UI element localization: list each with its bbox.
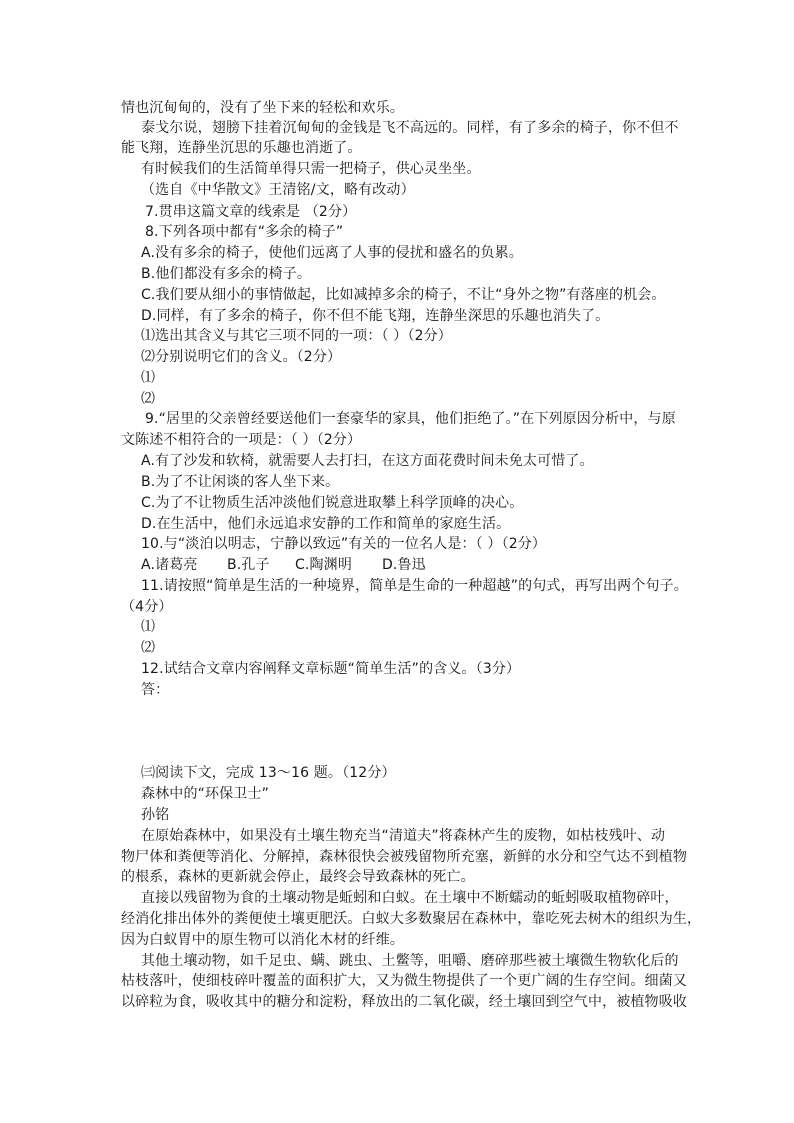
- sub-question: ⑴选出其含义与其它三项不同的一项：（ ）（2分）: [141, 328, 452, 344]
- text-line: 有时候我们的生活简单得只需一把椅子，供心灵坐坐。: [141, 161, 481, 177]
- article-title: 森林中的“环保卫士”: [141, 786, 270, 802]
- answer-marker: ⑴: [141, 370, 156, 386]
- option-b: B.为了不让闲谈的客人坐下来。: [141, 474, 340, 490]
- sub-question: ⑵分别说明它们的含义。（2分）: [141, 349, 342, 365]
- text-line: 泰戈尔说，翅膀下挂着沉甸甸的金钱是飞不高远的。同样，有了多余的椅子，你不但不: [141, 120, 679, 136]
- text-line: 的根系，森林的更新就会停止，最终会导致森林的死亡。: [121, 869, 475, 885]
- option-a: A.有了沙发和软椅，就需要人去打扫，在这方面花费时间未免太可惜了。: [141, 453, 594, 469]
- question-8: 8.下列各项中都有“多余的椅子”: [145, 224, 344, 240]
- source-note: （选自《中华散文》王清铭/文，略有改动）: [141, 182, 415, 198]
- question-10-options: [141, 556, 426, 574]
- text-line: 情也沉甸甸的，没有了坐下来的轻松和欢乐。: [121, 100, 404, 116]
- text-line: （4分）: [121, 599, 173, 615]
- text-line: 文陈述不相符合的一项是：（ ）（2分）: [121, 432, 362, 448]
- option-d: D.同样，有了多余的椅子，你不但不能飞翔，连静坐深思的乐趣也消失了。: [141, 308, 610, 324]
- option-c: C.为了不让物质生活冲淡他们锐意进取攀上科学顶峰的决心。: [141, 495, 524, 511]
- answer-marker: ⑵: [141, 640, 156, 656]
- option-c: C.我们要从细小的事情做起，比如减掉多余的椅子，不让“身外之物”有落座的机会。: [141, 287, 666, 303]
- text-line: 能飞翔，连静坐沉思的乐趣也消逝了。: [121, 140, 362, 156]
- option-a: A.没有多余的椅子，使他们远离了人事的侵扰和盛名的负累。: [141, 245, 523, 261]
- text-line: 因为白蚁胃中的原生物可以消化木材的纤维。: [121, 932, 404, 948]
- option-d: D.鲁迅: [382, 557, 426, 573]
- option-b: B.他们都没有多余的椅子。: [141, 266, 312, 282]
- answer-marker: ⑵: [141, 391, 156, 407]
- answer-label: 答：: [141, 682, 170, 698]
- text-line: 经消化排出体外的粪便使土壤更肥沃。白蚁大多数聚居在森林中，靠吃死去树木的组织为生，: [121, 911, 702, 927]
- option-c: C.陶渊明: [295, 557, 352, 573]
- question-9: 9.“居里的父亲曾经要送他们一套豪华的家具，他们拒绝了。”在下列原因分析中，与原: [145, 411, 676, 427]
- article-author: 孙铭: [141, 807, 170, 823]
- text-line: 枯枝落叶，使细枝碎叶覆盖的面积扩大，又为微生物提供了一个更广阔的生存空间。细菌又: [121, 973, 687, 989]
- answer-marker: ⑴: [141, 619, 156, 635]
- section-heading: ㈢阅读下文，完成 13～16 题。（12分）: [141, 765, 396, 781]
- question-7: 7.贯串这篇文章的线索是 （2分）: [145, 204, 357, 220]
- option-a: A.诸葛亮: [141, 557, 198, 573]
- question-12: 12.试结合文章内容阐释文章标题“简单生活”的含义。（3分）: [141, 661, 521, 677]
- text-line: 物尸体和粪便等消化、分解掉，森林很快会被残留物所充塞，新鲜的水分和空气达不到植物: [121, 849, 687, 865]
- option-d: D.在生活中，他们永远追求安静的工作和简单的家庭生活。: [141, 516, 511, 532]
- text-line: 其他土壤动物，如千足虫、螨、跳虫、土鳖等，咀嚼、磨碎那些被土壤微生物软化后的: [141, 953, 679, 969]
- text-line: 以碎粒为食，吸收其中的糖分和淀粉，释放出的二氧化碳，经土壤回到空气中，被植物吸收: [121, 994, 687, 1010]
- option-b: B.孔子: [227, 557, 270, 573]
- text-line: 在原始森林中，如果没有土壤生物充当“清道夫”将森林产生的废物，如枯枝残叶、动: [141, 828, 666, 844]
- question-11: 11.请按照“简单是生活的一种境界，简单是生命的一种超越”的句式，再写出两个句子。: [141, 578, 688, 594]
- question-10: 10.与“淡泊以明志，宁静以致远”有关的一位名人是：（ ）（2分）: [141, 536, 547, 552]
- text-line: 直接以残留物为食的土壤动物是蚯蚓和白蚁。在土壤中不断蠕动的蚯蚓吸取植物碎叶，: [141, 890, 679, 906]
